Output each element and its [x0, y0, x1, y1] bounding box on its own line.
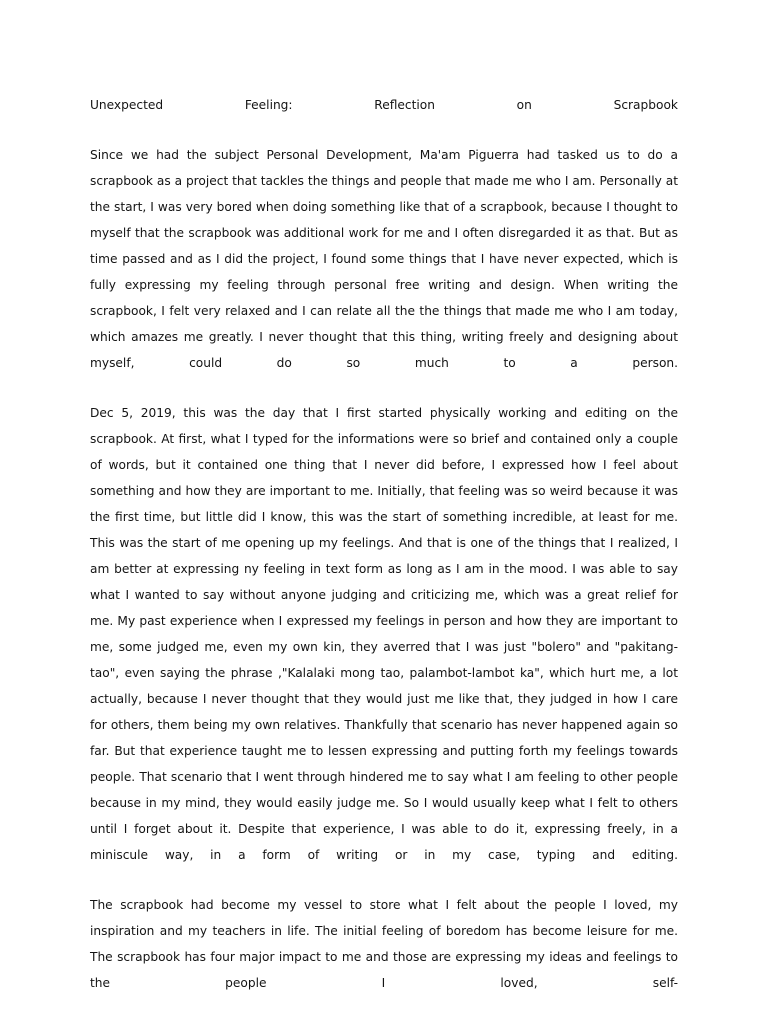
- title-word: Unexpected: [90, 98, 164, 112]
- document-title: [90, 92, 678, 118]
- document-page: [90, 92, 678, 1020]
- title-word: Reflection: [374, 98, 435, 112]
- title-word: on: [516, 98, 532, 112]
- paragraph-3: The scrapbook had become my vessel to store what I felt about the people I loved, my inspiration and my teachers in life. The initial feeling of boredom has become leisure for me. The scrapbook has four major impact to me and those are expressing my ideas and feelings to the people I loved, self-: [90, 898, 678, 990]
- title-word: Scrapbook: [613, 98, 678, 112]
- paragraph-1: Since we had the subject Personal Development, Ma'am Piguerra had tasked us to do a scrapbook as a project that tackles the things and people that made me who I am. Personally at the start, I was very bored when doing something like that of a scrapbook, because I thought to myself that the scrapbook was additional work for me and I often disregarded it as that. But as time passed and as I did the project, I found some things that I have never expected, which is fully expressing my feeling through personal free writing and design. When writing the scrapbook, I felt very relaxed and I can relate all the the things that made me who I am today, which amazes me greatly. I never thought that this thing, writing freely and designing about myself, could do so much to a person.: [90, 148, 678, 370]
- title-word: Feeling:: [244, 98, 293, 112]
- paragraph-2: Dec 5, 2019, this was the day that I first started physically working and editing on the scrapbook. At first, what I typed for the informations were so brief and contained only a couple of words, but it contained one thing that I never did before, I expressed how I feel about something and how they are important to me. Initially, that feeling was so weird because it was the first time, but little did I know, this was the start of something incredible, at least for me. This was the start of me opening up my feelings. And that is one of the things that I realized, I am better at expressing ny feeling in text form as long as I am in the mood. I was able to say what I wanted to say without anyone judging and criticizing me, which was a great relief for me. My past experience when I expressed my feelings in person and how they are important to me, some judged me, even my own kin, they averred that I was just "bolero" and "pakitang-tao", even saying the phrase ,"Kalalaki mong tao, palambot-lambot ka", which hurt me, a lot actually, because I never thought that they would just me like that, they judged in how I care for others, them being my own relatives. Thankfully that scenario has never happened again so far. But that experience taught me to lessen expressing and putting forth my feelings towards people. That scenario that I went through hindered me to say what I am feeling to other people because in my mind, they would easily judge me. So I would usually keep what I felt to others until I forget about it. Despite that experience, I was able to do it, expressing freely, in a miniscule way, in a form of writing or in my case, typing and editing.: [90, 406, 678, 862]
